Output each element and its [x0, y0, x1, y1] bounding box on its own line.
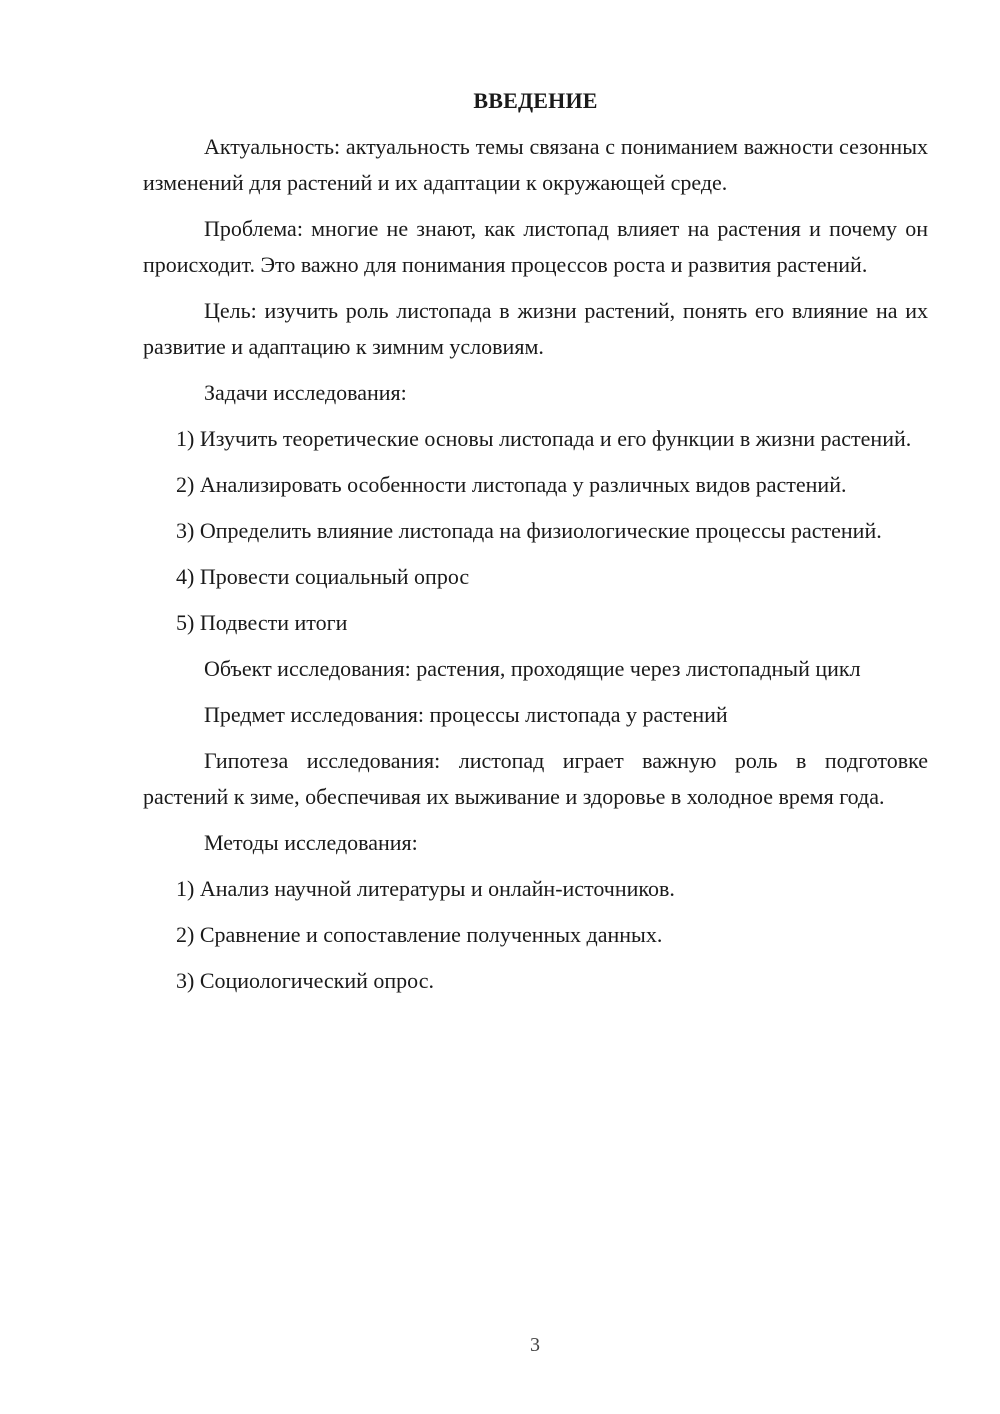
- list-item: 3) Определить влияние листопада на физиологические процессы растений.: [176, 518, 882, 543]
- paragraph-goal: Цель: изучить роль листопада в жизни растений, понять его влияние на их развитие и адаптацию к зимним условиям.: [143, 298, 928, 359]
- paragraph-subject: Предмет исследования: процессы листопада у растений: [204, 702, 728, 727]
- list-item: 2) Сравнение и сопоставление полученных данных.: [176, 922, 663, 947]
- paragraph-object: Объект исследования: растения, проходящие через листопадный цикл: [204, 656, 861, 681]
- list-item: 1) Анализ научной литературы и онлайн-источников.: [176, 876, 675, 901]
- paragraph-hypothesis: Гипотеза исследования: листопад играет важную роль в подготовке растений к зиме, обеспечивая их выживание и здоровье в холодное время года.: [143, 748, 928, 809]
- paragraph-methods-heading: Методы исследования:: [204, 830, 418, 855]
- section-title: ВВЕДЕНИЕ: [473, 88, 598, 113]
- list-item: 5) Подвести итоги: [176, 610, 348, 635]
- list-item: 2) Анализировать особенности листопада у различных видов растений.: [176, 472, 847, 497]
- list-item: 4) Провести социальный опрос: [176, 564, 470, 589]
- page-number: 3: [530, 1334, 540, 1356]
- document-page: [143, 88, 928, 999]
- paragraph-problem: Проблема: многие не знают, как листопад влияет на растения и почему он происходит. Это важно для понимания процессов роста и развития растений.: [143, 216, 928, 277]
- list-item: 1) Изучить теоретические основы листопада и его функции в жизни растений.: [176, 426, 912, 451]
- paragraph-relevance: Актуальность: актуальность темы связана с пониманием важности сезонных изменений для растений и их адаптации к окружающей среде.: [143, 134, 928, 195]
- paragraph-tasks-heading: Задачи исследования:: [204, 380, 407, 405]
- list-item: 3) Социологический опрос.: [176, 968, 434, 993]
